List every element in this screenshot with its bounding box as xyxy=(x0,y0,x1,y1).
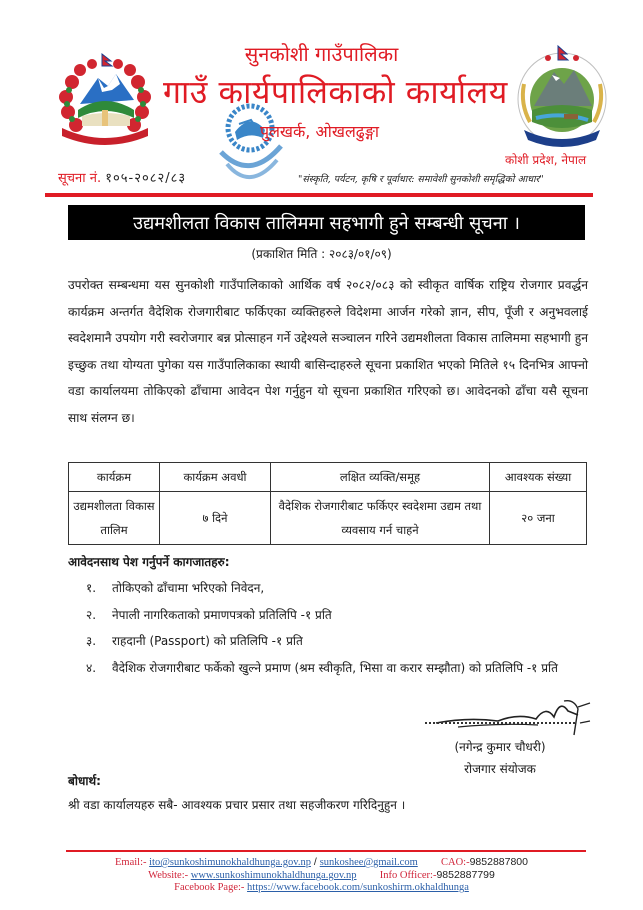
signer-name: (नगेन्द्र कुमार चौधरी) xyxy=(454,740,546,754)
list-item-number: २. xyxy=(86,607,97,622)
list-item-text: नेपाली नागरिकताको प्रमाणपत्रको प्रतिलिपि -१ प्रति xyxy=(112,607,332,622)
list-item xyxy=(86,602,596,629)
website-label: Website:- xyxy=(148,870,189,881)
cao-phone: 9852887800 xyxy=(469,856,528,868)
email-link-2[interactable]: sunkoshee@gmail.com xyxy=(319,857,418,868)
email-separator: / xyxy=(310,856,320,868)
list-item-number: ४. xyxy=(86,660,97,675)
table-header-row xyxy=(69,463,587,492)
documents-heading: आवेदनसाथ पेश गर्नुपर्ने कागजातहरु: xyxy=(68,555,230,569)
cao-label: CAO:- xyxy=(441,857,470,868)
documents-list xyxy=(86,575,596,681)
notice-title: उद्यमशीलता विकास तालिममा सहभागी हुने सम्बन्धी सूचना । xyxy=(133,212,520,234)
slogan: "संस्कृति, पर्यटन, कृषि र पूर्वाधार: समावेशी सुनकोशी समृद्धिको आधार" xyxy=(298,174,544,185)
list-item xyxy=(86,628,596,655)
col-header-program: कार्यक्रम xyxy=(69,463,160,492)
cc-text: श्री वडा कार्यालयहरु सबै- आवश्यक प्रचार प्रसार तथा सहजीकरण गरिदिनुहुन । xyxy=(68,798,406,812)
facebook-label: Facebook Page:- xyxy=(174,882,245,893)
footer-divider xyxy=(66,850,586,852)
office-title: गाउँ कार्यपालिकाको कार्यालय xyxy=(163,73,508,111)
facebook-link[interactable]: https://www.facebook.com/sunkoshirm.okhaldhunga xyxy=(247,882,469,893)
col-header-required-count: आवश्यक संख्या xyxy=(490,463,587,492)
list-item xyxy=(86,575,596,602)
program-table xyxy=(68,462,587,545)
col-header-target-group: लक्षित व्यक्ति/समूह xyxy=(271,463,490,492)
cell-duration: ७ दिने xyxy=(160,492,271,545)
signer-title: रोजगार संयोजक xyxy=(464,762,536,776)
office-stamp-icon xyxy=(215,102,285,192)
cc-heading: बोधार्थ: xyxy=(68,774,101,788)
municipality-logo-icon xyxy=(512,44,612,152)
info-officer-phone: 9852887799 xyxy=(436,869,495,881)
notice-number-value: १०५-२०८२/८३ xyxy=(105,171,187,186)
cell-target-group: वैदेशिक रोजगारीबाट फर्किएर स्वदेशमा उद्यम तथा व्यवसाय गर्न चाहने xyxy=(271,492,490,545)
municipality-name: सुनकोशी गाउँपालिका xyxy=(244,42,399,66)
email-label: Email:- xyxy=(115,857,147,868)
header-divider xyxy=(45,193,593,197)
notice-number-label: सूचना नं. xyxy=(58,171,102,186)
email-link-1[interactable]: ito@sunkoshimunokhaldhunga.gov.np xyxy=(149,857,311,868)
footer-email-line xyxy=(0,856,643,870)
cell-required-count: २० जना xyxy=(490,492,587,545)
published-date: (प्रकाशित मिति : २०८३/०१/०९) xyxy=(251,247,392,261)
list-item-text: राहदानी (Passport) को प्रतिलिपि -१ प्रति xyxy=(112,634,303,648)
col-header-duration: कार्यक्रम अवधी xyxy=(160,463,271,492)
list-item-number: ३. xyxy=(86,634,97,648)
notice-title-bar xyxy=(68,205,585,240)
footer-website-line xyxy=(0,869,643,883)
list-item-text: वैदेशिक रोजगारीबाट फर्केको खुल्ने प्रमाण (श्रम स्वीकृति, भिसा वा करार सम्झौता) को प्रतिलिपि -१ प्रति xyxy=(112,660,558,675)
list-item-number: १. xyxy=(86,581,97,595)
nepal-emblem-icon xyxy=(50,52,160,152)
info-officer-label: Info Officer:- xyxy=(379,870,437,881)
footer-facebook-line xyxy=(0,882,643,895)
list-item-text: तोकिएको ढाँचामा भरिएको निवेदन, xyxy=(112,581,265,595)
signature-line xyxy=(425,722,575,724)
signature-icon xyxy=(428,695,593,740)
cell-program: उद्यमशीलता विकास तालिम xyxy=(69,492,160,545)
website-link[interactable]: www.sunkoshimunokhaldhunga.gov.np xyxy=(190,870,357,881)
notice-body: उपरोक्त सम्बन्धमा यस सुनकोशी गाउँपालिकाको आर्थिक वर्ष २०८२/०८३ को स्वीकृत वार्षिक राष्ट्रिय रोजगार प्रवर्द्धन कार्यक्रम अन्तर्गत वैदेशिक रोजगारीबाट फर्किएका व्यक्तिहरुले विदेशमा आर्जन गरेको ज्ञान, सीप, पूँजी र अनुभवलाई स्वदेशमानै उपयोग गरी स्वरोजगार बन्न प्रोत्साहन गर्ने उद्देश्यले सञ्चालन गरिने उद्यमशीलता विकास तालिममा सहभागी हुन इच्छुक तथा योग्यता पुगेका यस गाउँपालिकाका स्थायी बासिन्दाहरुले सूचना प्रकाशित भएको मितिले १५ दिनभित्र आफ्नो वडा कार्यालयमा तोकिएको ढाँचामा आवेदन पेश गर्नुहुन यो सूचना प्रकाशित गरिएको छ। आवेदनको ढाँचा यसै सूचना साथ संलग्न छ। xyxy=(68,278,588,425)
province-name: कोशी प्रदेश, नेपाल xyxy=(505,153,587,167)
notice-number xyxy=(58,168,186,186)
table-row xyxy=(69,492,587,545)
office-address: पुलखर्क, ओखलढुङ्गा xyxy=(260,122,380,141)
list-item xyxy=(86,655,596,682)
